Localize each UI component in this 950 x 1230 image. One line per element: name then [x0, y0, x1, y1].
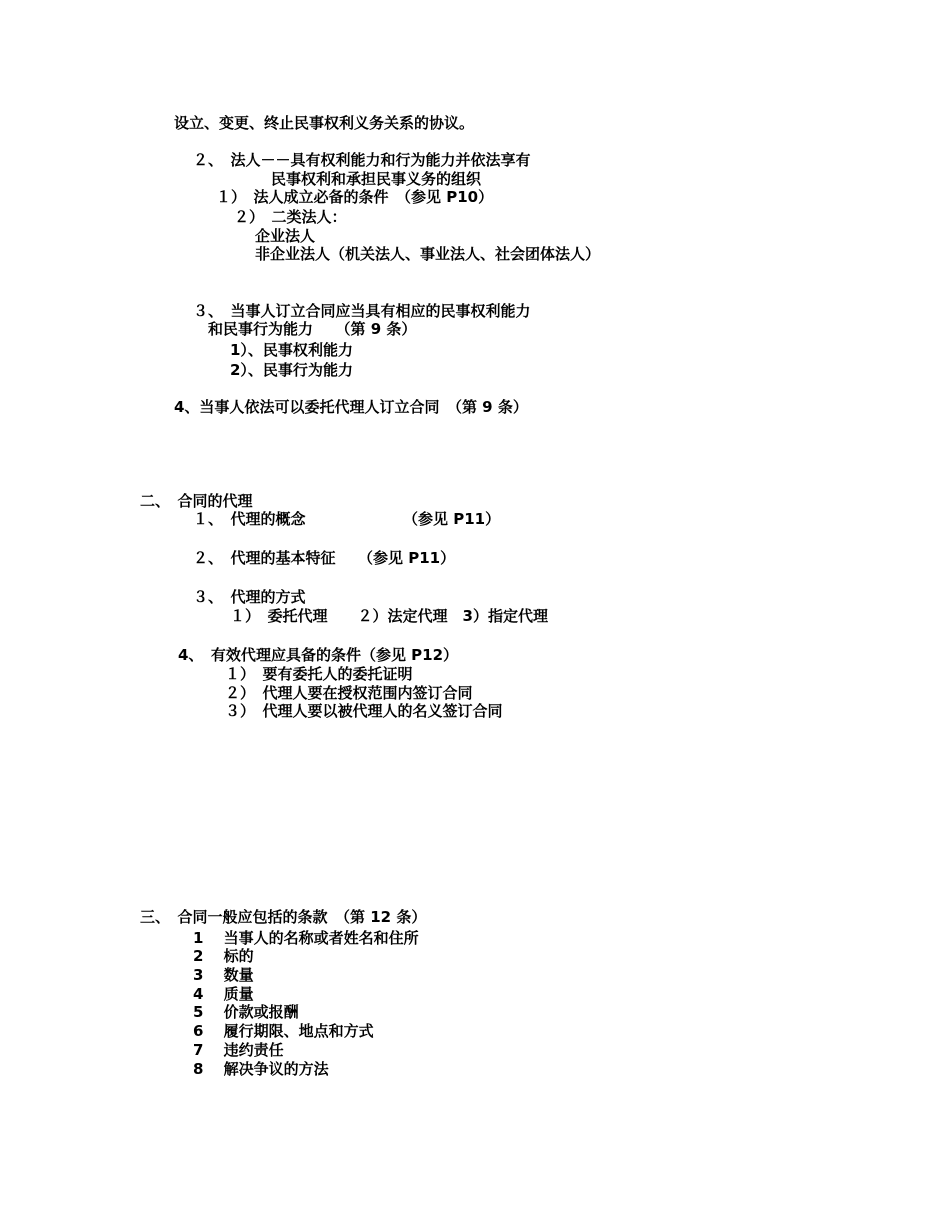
text-line: ２） 二类法人：	[234, 208, 347, 226]
text-line: １） 要有委托人的委托证明	[225, 665, 413, 683]
list-item: 2 标的	[193, 947, 254, 965]
text-line: ３、 当事人订立合同应当具有相应的民事权利能力	[193, 302, 531, 320]
text-line: 2）、民事行为能力	[230, 361, 353, 379]
text-line: １） 委托代理 ２）法定代理 3）指定代理	[230, 607, 548, 625]
text-line: 非企业法人（机关法人、事业法人、社会团体法人）	[255, 245, 601, 263]
text-line: ２、 法人－－具有权利能力和行为能力并依法享有	[193, 151, 531, 169]
list-item: 6 履行期限、地点和方式	[193, 1022, 374, 1040]
text-line: ２） 代理人要在授权范围内签订合同	[225, 684, 473, 702]
text-line: 企业法人	[255, 227, 316, 245]
text-line: １） 法人成立必备的条件 （参见 P10）	[216, 188, 494, 206]
section-heading: 三、 合同一般应包括的条款 （第 12 条）	[140, 908, 427, 926]
text-line: 设立、变更、终止民事权利义务关系的协议。	[174, 114, 475, 132]
text-line: 4、当事人依法可以委托代理人订立合同 （第 9 条）	[174, 398, 528, 416]
text-line: 4、 有效代理应具备的条件（参见 P12）	[178, 646, 459, 664]
list-item: 3 数量	[193, 966, 254, 984]
text-line: １、 代理的概念 （参见 P11）	[193, 510, 501, 528]
list-item: 7 违约责任	[193, 1041, 284, 1059]
text-line: ２、 代理的基本特征 （参见 P11）	[193, 549, 456, 567]
list-item: 1 当事人的名称或者姓名和住所	[193, 929, 419, 947]
section-heading: 二、 合同的代理	[140, 492, 253, 510]
text-line: 和民事行为能力 （第 9 条）	[208, 320, 417, 338]
text-line: 1）、民事权利能力	[230, 341, 353, 359]
text-line: ３） 代理人要以被代理人的名义签订合同	[225, 702, 503, 720]
text-line: ３、 代理的方式	[193, 588, 306, 606]
list-item: 4 质量	[193, 985, 254, 1003]
list-item: 5 价款或报酬	[193, 1003, 299, 1021]
list-item: 8 解决争议的方法	[193, 1060, 329, 1078]
text-line: 民事权利和承担民事义务的组织	[271, 170, 482, 188]
